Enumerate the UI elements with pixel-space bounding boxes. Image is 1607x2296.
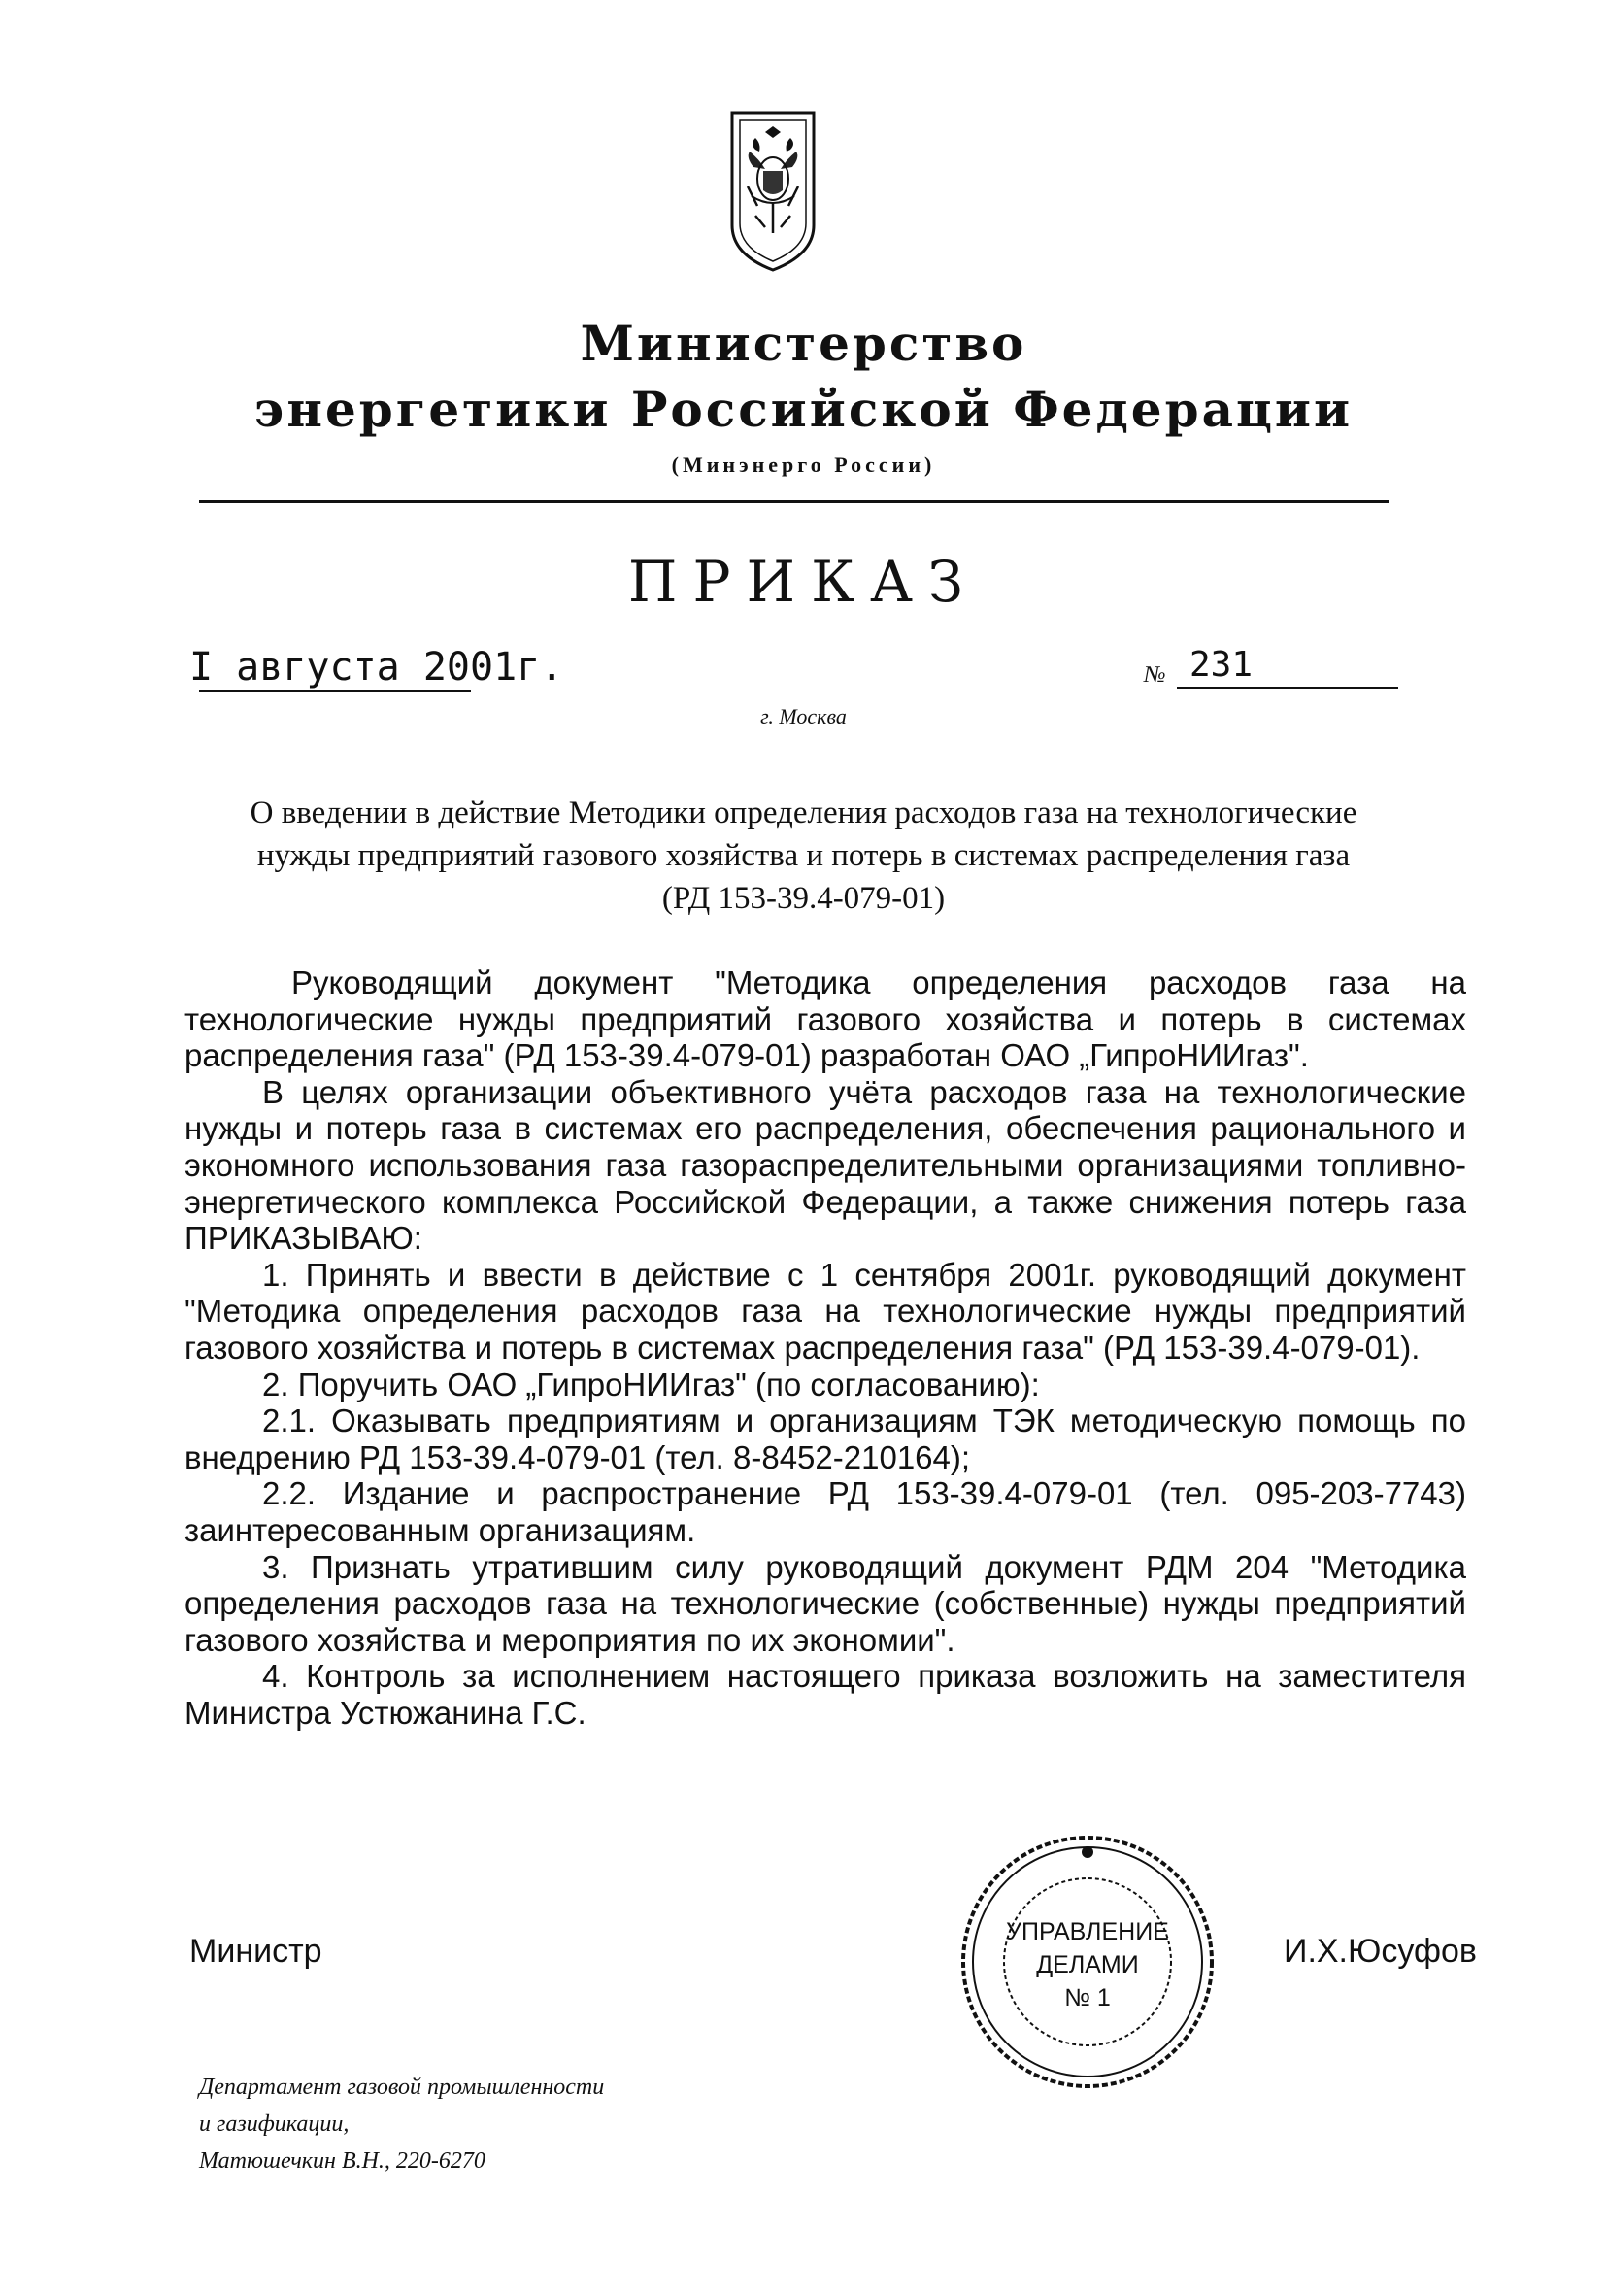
- header-divider: [199, 500, 1389, 503]
- ministry-name-line1: Министерство: [580, 315, 1027, 372]
- ministry-name-line2: энергетики Российской Федерации: [253, 381, 1354, 438]
- coat-of-arms-emblem: [726, 109, 820, 274]
- stamp-line2: ДЕЛАМИ: [1036, 1951, 1139, 1978]
- subject-line1: О введении в действие Методики определения расходов газа на технологические: [250, 795, 1357, 830]
- number-sign: №: [1144, 662, 1166, 688]
- executor-note: [199, 2069, 604, 2179]
- executor-contact: Матюшечкин В.Н., 220-6270: [199, 2148, 485, 2174]
- signatory-title: Министр: [189, 1933, 322, 1970]
- paragraph-item-1: 1. Принять и ввести в действие с 1 сентября 2001г. руководящий документ "Методика определения расходов газа на технологические нужды предприятий газового хозяйства и потерь в системах распределения газа" (РД 153-39.4-079-01).: [184, 1256, 1466, 1366]
- order-body: [184, 964, 1466, 1731]
- paragraph-item-2-2: 2.2. Издание и распространение РД 153-39.4-079-01 (тел. 095-203-7743) заинтересованным организациям.: [184, 1475, 1466, 1548]
- stamp-line3: № 1: [1064, 1984, 1111, 2011]
- date-underline: [199, 690, 471, 692]
- paragraph-item-4: 4. Контроль за исполнением настоящего приказа возложить на заместителя Министра Устюжанина Г.С.: [184, 1658, 1466, 1731]
- stamp-line1: УПРАВЛЕНИЕ: [1006, 1918, 1169, 1945]
- subject-line3: (РД 153-39.4-079-01): [661, 881, 946, 916]
- ministry-short-name: (Минэнерго России): [671, 453, 936, 477]
- city: г. Москва: [760, 704, 847, 728]
- paragraph-intro: Руководящий документ "Методика определения расходов газа на технологические нужды предприятий газового хозяйства и потерь в системах распределения газа" (РД 153-39.4-079-01) разработан ОАО „ГипроНИИгаз".: [184, 964, 1466, 1074]
- signatory-name: И.Х.Юсуфов: [1284, 1933, 1477, 1970]
- order-subject: [146, 792, 1461, 920]
- official-stamp: [956, 1831, 1219, 2093]
- paragraph-item-3: 3. Признать утратившим силу руководящий документ РДМ 204 "Методика определения расходов газа на технологические (собственные) нужды предприятий газового хозяйства и мероприятия по их экономии".: [184, 1548, 1466, 1658]
- document-title: ПРИКАЗ: [627, 549, 980, 615]
- department-line2: и газификации,: [199, 2111, 350, 2137]
- paragraph-item-2: 2. Поручить ОАО „ГипроНИИгаз" (по согласованию):: [262, 1366, 1040, 1402]
- number-underline: [1177, 687, 1398, 689]
- department-line1: Департамент газовой промышленности: [199, 2075, 605, 2100]
- subject-line2: нужды предприятий газового хозяйства и потерь в системах распределения газа: [256, 838, 1351, 873]
- order-date: I августа 2001г.: [189, 645, 564, 690]
- paragraph-item-2-1: 2.1. Оказывать предприятиям и организациям ТЭК методическую помощь по внедрению РД 153-39.4-079-01 (тел. 8-8452-210164);: [184, 1402, 1466, 1475]
- paragraph-purpose: В целях организации объективного учёта расходов газа на технологические нужды и потерь газа в системах его распределения, обеспечения рационального и экономного использования газа газораспределительными организациями топливно-энергетического комплекса Российской Федерации, а также снижения потерь газа ПРИКАЗЫВАЮ:: [184, 1073, 1466, 1257]
- order-number: 231: [1189, 645, 1254, 685]
- ministry-name: [0, 311, 1607, 443]
